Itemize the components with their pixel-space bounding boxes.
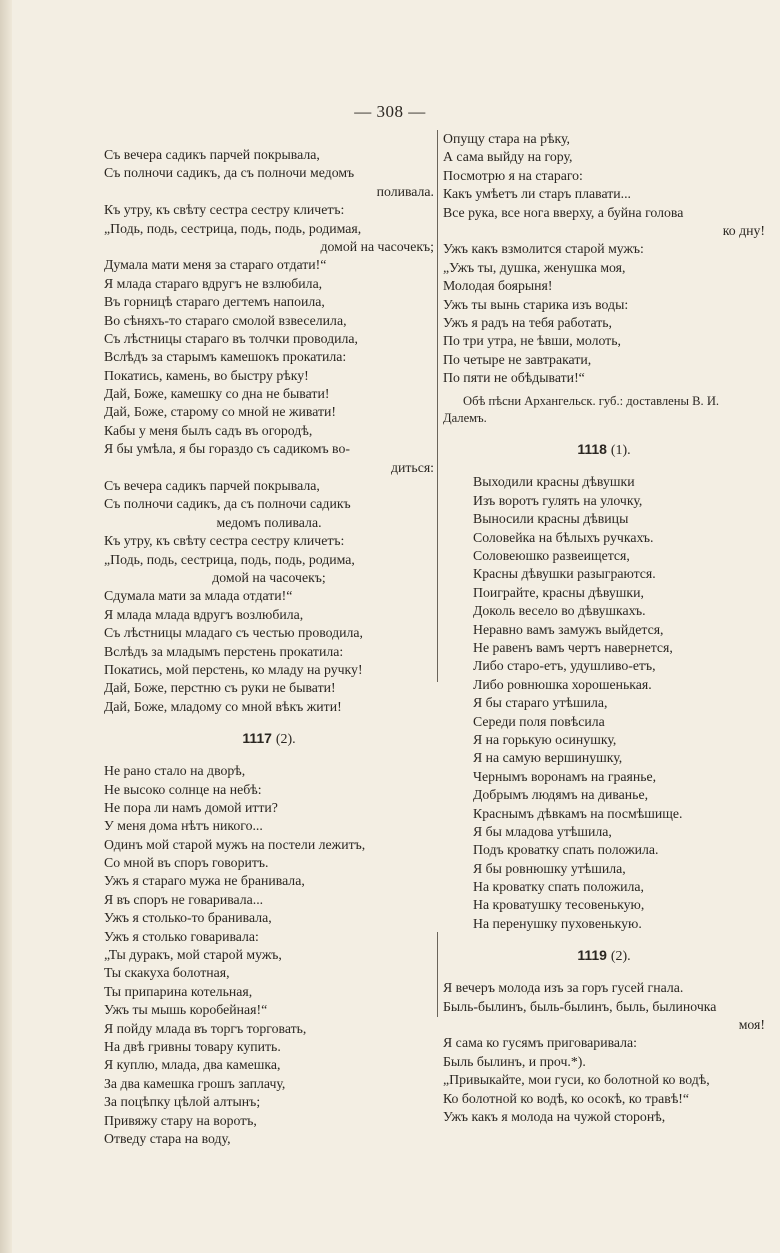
verse-line: Я на самую вершинушку, [473, 750, 623, 766]
verse-line: Какъ умѣетъ ли старъ плавати... [443, 186, 632, 202]
verse-line: Середи поля повѣсила [473, 713, 605, 729]
song-variant: (1). [610, 443, 631, 459]
verse-line: Опущу стара на рѣку, [443, 131, 570, 146]
left-column [104, 146, 434, 1148]
verse-line: Изъ воротъ гулять на улочку, [473, 492, 643, 508]
verse-line: На кроватушку тесовенькую, [473, 897, 645, 913]
verse-line: Дай, Боже, перстню съ руки не бывати! [104, 680, 336, 696]
song-number: 1117 [242, 730, 272, 747]
verse-line: Дай, Боже, камешку со дна не бывати! [104, 386, 330, 402]
verse-line: За поцѣпку цѣлой алтынъ; [104, 1094, 261, 1110]
verse-line: За два камешка грошъ заплачу, [104, 1075, 286, 1091]
verse-line: Къ утру, къ свѣту сестра сестру кличетъ: [104, 202, 345, 218]
song-variant: (2). [610, 949, 631, 965]
verse-line: Ко болотной ко водѣ, ко осокѣ, ко травѣ!“ [443, 1090, 690, 1106]
verse-line: Я куплю, млада, два камешка, [104, 1057, 281, 1073]
source-note: Обѣ пѣсни Архангельск. губ.: доставлены В. И. Далемъ. [443, 394, 720, 426]
verse-line: Привяжу стару на воротъ, [104, 1112, 257, 1128]
verse-line: Выносили красны дѣвицы [473, 511, 629, 527]
verse-line: Чернымъ воронамъ на граянье, [473, 768, 657, 784]
verse-line: Я вечеръ молода изъ за горъ гусей гнала. [443, 980, 684, 996]
verse-line: Либо старо-етъ, удушливо-етъ, [473, 658, 656, 674]
verse-line: На перенушку пуховенькую. [473, 915, 642, 931]
verse-line: Съ полночи садикъ, да съ полночи медомъ [104, 165, 355, 181]
verse-line: Я пойду млада въ торгъ торговать, [104, 1020, 307, 1036]
song-1118-verses [443, 473, 765, 933]
verse-line: А сама выйду на гору, [443, 149, 573, 165]
verse-line: Не рано стало на дворѣ, [104, 763, 246, 779]
verse-line-continuation: поливала. [376, 183, 434, 199]
verse-line: Либо ровнюшка хорошенькая. [473, 676, 652, 692]
verse-line: Выходили красны дѣвушки [473, 474, 635, 490]
verse-line: Со мной въ споръ говоритъ. [104, 855, 269, 871]
verse-line: Я бы умѣла, я бы гораздо съ садикомъ во- [104, 441, 350, 457]
verse-line: На двѣ гривны товару купить. [104, 1038, 281, 1054]
verse-line: „Ужъ ты, душка, женушка моя, [443, 259, 626, 275]
verse-line: Ужъ какъ взмолится старой мужъ: [443, 241, 644, 257]
verse-line: Посмотрю я на стараго: [443, 167, 583, 183]
verse-line: Неравно вамъ замужъ выйдется, [473, 621, 664, 637]
verse-line: Къ утру, къ свѣту сестра сестру кличетъ: [104, 533, 345, 549]
song-heading-1118 [443, 437, 765, 461]
verse-line: Я бы стараго утѣшила, [473, 695, 608, 711]
verse-line: Съ вечера садикъ парчей покрывала, [104, 147, 320, 162]
verse-line: „Подь, подь, сестрица, подь, подь, родимая, [104, 220, 362, 236]
verse-line: Одинъ мой старой мужъ на постели лежитъ, [104, 836, 366, 852]
verse-line: Я млада стараго вдругъ не взлюбила, [104, 275, 323, 291]
verse-line: Ужъ я столько-то бранивала, [104, 910, 272, 926]
verse-line: Я бы ровнюшку утѣшила, [473, 860, 626, 876]
verse-line: Покатись, камень, во быстру рѣку! [104, 367, 309, 383]
verse-line: „Привыкайте, мои гуси, ко болотной ко водѣ, [443, 1072, 710, 1088]
verse-line: Ужъ какъ я молода на чужой сторонѣ, [443, 1108, 666, 1124]
song-number: 1118 [577, 441, 607, 458]
verse-line: Не высоко солнце на небѣ: [104, 781, 262, 797]
song-number: 1119 [577, 947, 607, 964]
verse-line: Краснымъ дѣвкамъ на посмѣшище. [473, 805, 683, 821]
verse-line: Ужъ я стараго мужа не бранивала, [104, 873, 305, 889]
verse-line: „Подь, подь, сестрица, подь, подь, родима, [104, 551, 355, 567]
verse-line: Съ полночи садикъ, да съ полночи садикъ [104, 496, 351, 512]
verse-line: Не пора ли намъ домой итти? [104, 799, 278, 815]
verse-line: Покатись, мой перстень, ко младу на ручку! [104, 661, 363, 677]
verse-line: Кабы у меня былъ садъ въ огородѣ, [104, 422, 313, 438]
verse-line: Во сѣняхъ-то стараго смолой взвеселила, [104, 312, 347, 328]
verse-line: Думала мати меня за стараго отдати!“ [104, 257, 327, 273]
verse-line: Быль-былинъ, быль-былинъ, быль, былиночка [443, 998, 717, 1014]
column-divider [437, 130, 438, 682]
verse-line: Ты скакуха болотная, [104, 965, 230, 981]
verse-line: Дай, Боже, младому со мной вѣкъ жити! [104, 698, 342, 714]
verse-line: Я сама ко гусямъ приговаривала: [443, 1035, 638, 1051]
verse-line: Дай, Боже, старому со мной не живати! [104, 404, 337, 420]
verse-line: На кроватку спать положила, [473, 879, 644, 895]
verse-line: Ужъ я столько говаривала: [104, 928, 259, 944]
verse-line: Подъ кроватку спать положила. [473, 842, 659, 858]
verse-line: Быль былинъ, и проч.*). [443, 1053, 586, 1069]
verse-line: Я на горькую осинушку, [473, 731, 617, 747]
song-heading-1117 [104, 726, 434, 750]
verse-line-continuation: ко дну! [722, 222, 765, 238]
verse-line: Ужъ ты мышь коробейная!“ [104, 1002, 268, 1018]
verse-line: Поиграйте, красны дѣвушки, [473, 584, 644, 600]
verse-line: Съ вечера садикъ парчей покрывала, [104, 478, 320, 494]
verse-line: Молодая боярыня! [443, 278, 553, 294]
verse-line-continuation: домой на часочекъ; [212, 569, 326, 585]
verse-line: Все рука, все нога вверху, а буйна голова [443, 204, 684, 220]
song-variant: (2). [275, 732, 296, 748]
verse-line: По четыре не завтракати, [443, 351, 592, 367]
verse-line: Соловейка на бѣлыхъ ручкахъ. [473, 529, 654, 545]
verse-line: Красны дѣвушки разыграются. [473, 566, 656, 582]
verse-line: У меня дома нѣтъ никого... [104, 818, 263, 834]
verse-line-continuation: домой на часочекъ; [320, 238, 434, 254]
verse-line: Доколь весело во дѣвушкахъ. [473, 603, 646, 619]
verse-line: Съ лѣстницы стараго въ толчки проводила, [104, 330, 358, 346]
right-column [443, 130, 765, 1126]
verse-line-continuation: диться: [390, 459, 434, 475]
verse-line: Вслѣдъ за младымъ перстень прокатила: [104, 643, 344, 659]
verse-line: Ты припарина котельная, [104, 983, 253, 999]
verse-line: „Ты дуракъ, мой старой мужъ, [104, 947, 282, 963]
verse-line: Соловеюшко развеищется, [473, 548, 630, 564]
verse-line: Сдумала мати за млада отдати!“ [104, 588, 293, 604]
verse-line: Ужъ ты вынь старика изъ воды: [443, 296, 629, 312]
verse-line: Я въ споръ не говаривала... [104, 891, 264, 907]
verse-line-continuation: моя! [738, 1017, 765, 1033]
verse-line: Вслѣдъ за старымъ камешокъ прокатила: [104, 349, 347, 365]
verse-line: Отведу стара на воду, [104, 1130, 231, 1146]
verse-line: Я млада млада вдругъ возлюбила, [104, 606, 304, 622]
verse-line: Съ лѣстницы младаго съ честью проводила, [104, 625, 364, 641]
verse-line: Не равенъ вамъ чертъ навернется, [473, 639, 673, 655]
page-number: — 308 — [354, 102, 426, 121]
verse-line: Добрымъ людямъ на диванье, [473, 787, 649, 803]
verse-line: Я бы младова утѣшила, [473, 823, 612, 839]
page-edge [0, 0, 12, 1253]
column-divider-lower [437, 932, 438, 1017]
verse-line: Въ горницѣ стараго дегтемъ напоила, [104, 294, 325, 310]
verse-line: По три утра, не ѣвши, молоть, [443, 333, 621, 349]
song-heading-1119 [443, 943, 765, 967]
verse-line-continuation: медомъ поливала. [216, 514, 322, 530]
verse-line: Ужъ я радъ на тебя работать, [443, 314, 612, 330]
verse-line: По пяти не обѣдывати!“ [443, 370, 585, 386]
